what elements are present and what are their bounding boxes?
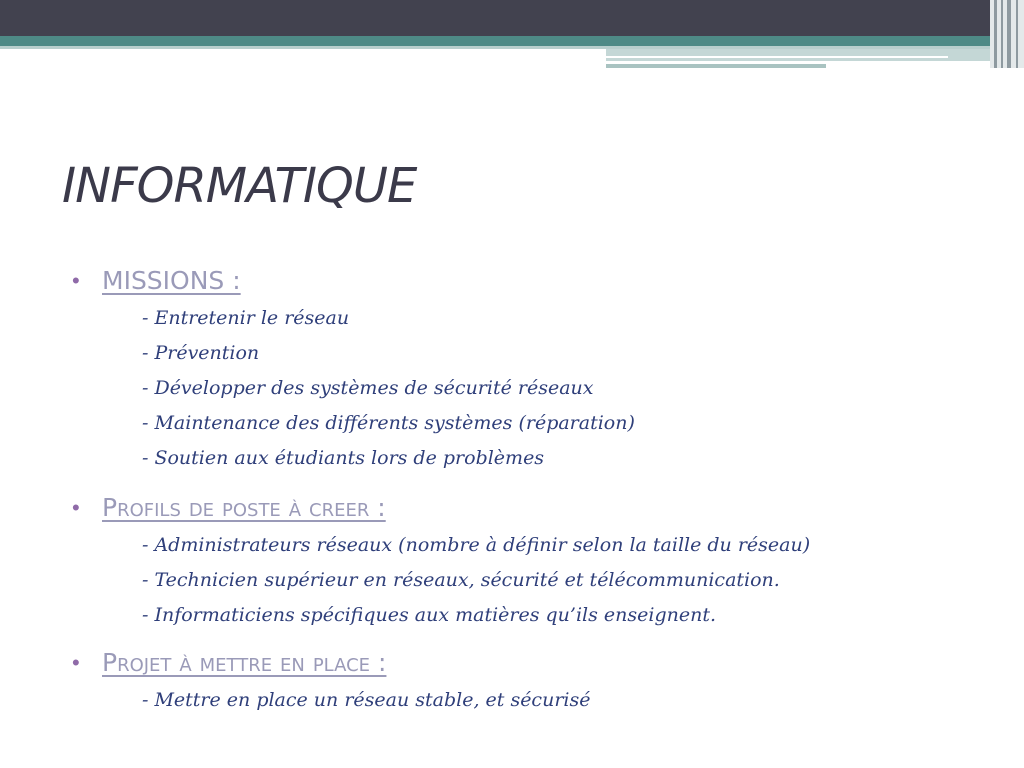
list-item: - Maintenance des différents systèmes (réparation): [142, 412, 635, 434]
section-title: Projet à mettre en place :: [102, 648, 387, 677]
list-item: - Technicien supérieur en réseaux, sécurité et télécommunication.: [142, 569, 780, 591]
list-item: - Informaticiens spécifiques aux matières qu’ils enseignent.: [142, 604, 717, 626]
bullet-icon: •: [72, 649, 80, 675]
top-bar: [0, 0, 1024, 36]
section-title: MISSIONS :: [102, 266, 241, 295]
stripe: [1007, 0, 1011, 68]
corner-stripes: [990, 0, 1024, 68]
stripe: [1016, 0, 1018, 68]
stripe: [994, 0, 997, 68]
list-item: - Prévention: [142, 342, 260, 364]
slide-title: INFORMATIQUE: [62, 158, 417, 214]
stripe: [1001, 0, 1003, 68]
accent-line-lower: [606, 64, 826, 68]
list-item: - Développer des systèmes de sécurité réseaux: [142, 377, 594, 399]
list-item: - Administrateurs réseaux (nombre à définir selon la taille du réseau): [142, 534, 811, 556]
section-projet: [72, 648, 590, 718]
section-missions: [72, 266, 635, 476]
section-title: Profils de poste à creer :: [102, 493, 386, 522]
list-item: - Entretenir le réseau: [142, 307, 350, 329]
list-item: - Soutien aux étudiants lors de problèmes: [142, 447, 545, 469]
teal-band: [0, 36, 1024, 46]
bullet-icon: •: [72, 494, 80, 520]
bullet-icon: •: [72, 267, 80, 293]
accent-line: [606, 56, 948, 58]
list-item: - Mettre en place un réseau stable, et sécurisé: [142, 689, 591, 711]
accent-block: [606, 49, 1024, 61]
section-profils: [72, 493, 810, 633]
